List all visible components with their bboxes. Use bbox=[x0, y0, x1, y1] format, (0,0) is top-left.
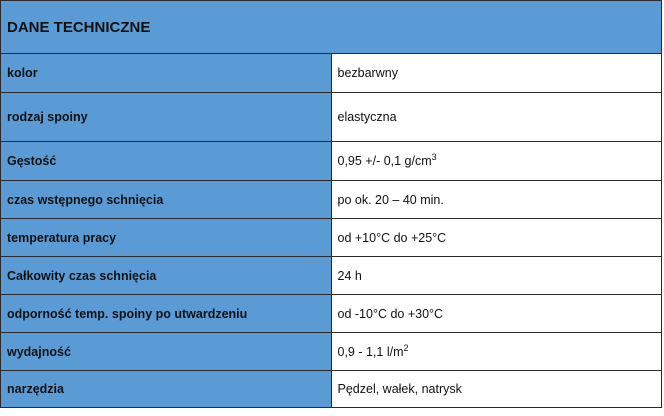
row-value bbox=[331, 219, 662, 257]
row-value bbox=[331, 371, 662, 408]
value-text: 0,9 - 1,1 l/m bbox=[337, 344, 404, 359]
row-label: narzędzia bbox=[1, 371, 332, 408]
row-value bbox=[331, 142, 662, 181]
value-text: bezbarwny bbox=[337, 66, 398, 80]
row-value bbox=[331, 295, 662, 333]
row-value bbox=[331, 54, 662, 93]
table-row bbox=[1, 257, 662, 295]
table-row bbox=[1, 295, 662, 333]
table-row bbox=[1, 371, 662, 408]
table-header-row bbox=[1, 1, 662, 54]
table-row bbox=[1, 333, 662, 371]
row-label: wydajność bbox=[1, 333, 332, 371]
value-text: od -10°C do +30°C bbox=[337, 306, 444, 321]
row-label: czas wstępnego schnięcia bbox=[1, 181, 332, 219]
table-row bbox=[1, 219, 662, 257]
value-text: od +10°C do +25°C bbox=[337, 230, 447, 245]
value-text: Pędzel, wałek, natrysk bbox=[337, 382, 462, 396]
value-text: 24 h bbox=[337, 268, 362, 283]
table-row bbox=[1, 142, 662, 181]
row-value bbox=[331, 257, 662, 295]
row-value bbox=[331, 181, 662, 219]
table-title: DANE TECHNICZNE bbox=[1, 1, 662, 54]
row-label: rodzaj spoiny bbox=[1, 93, 332, 142]
table-row bbox=[1, 54, 662, 93]
row-label: temperatura pracy bbox=[1, 219, 332, 257]
row-label: Gęstość bbox=[1, 142, 332, 181]
value-text: po ok. 20 – 40 min. bbox=[337, 192, 444, 207]
row-label: odporność temp. spoiny po utwardzeniu bbox=[1, 295, 332, 333]
value-superscript: 2 bbox=[403, 342, 409, 353]
row-label: Całkowity czas schnięcia bbox=[1, 257, 332, 295]
table-row bbox=[1, 93, 662, 142]
table-row bbox=[1, 181, 662, 219]
row-label: kolor bbox=[1, 54, 332, 93]
row-value bbox=[331, 93, 662, 142]
value-text: elastyczna bbox=[337, 110, 397, 124]
value-text: 0,95 +/- 0,1 g/cm bbox=[337, 154, 432, 168]
value-superscript: 3 bbox=[431, 151, 437, 162]
row-value bbox=[331, 333, 662, 371]
